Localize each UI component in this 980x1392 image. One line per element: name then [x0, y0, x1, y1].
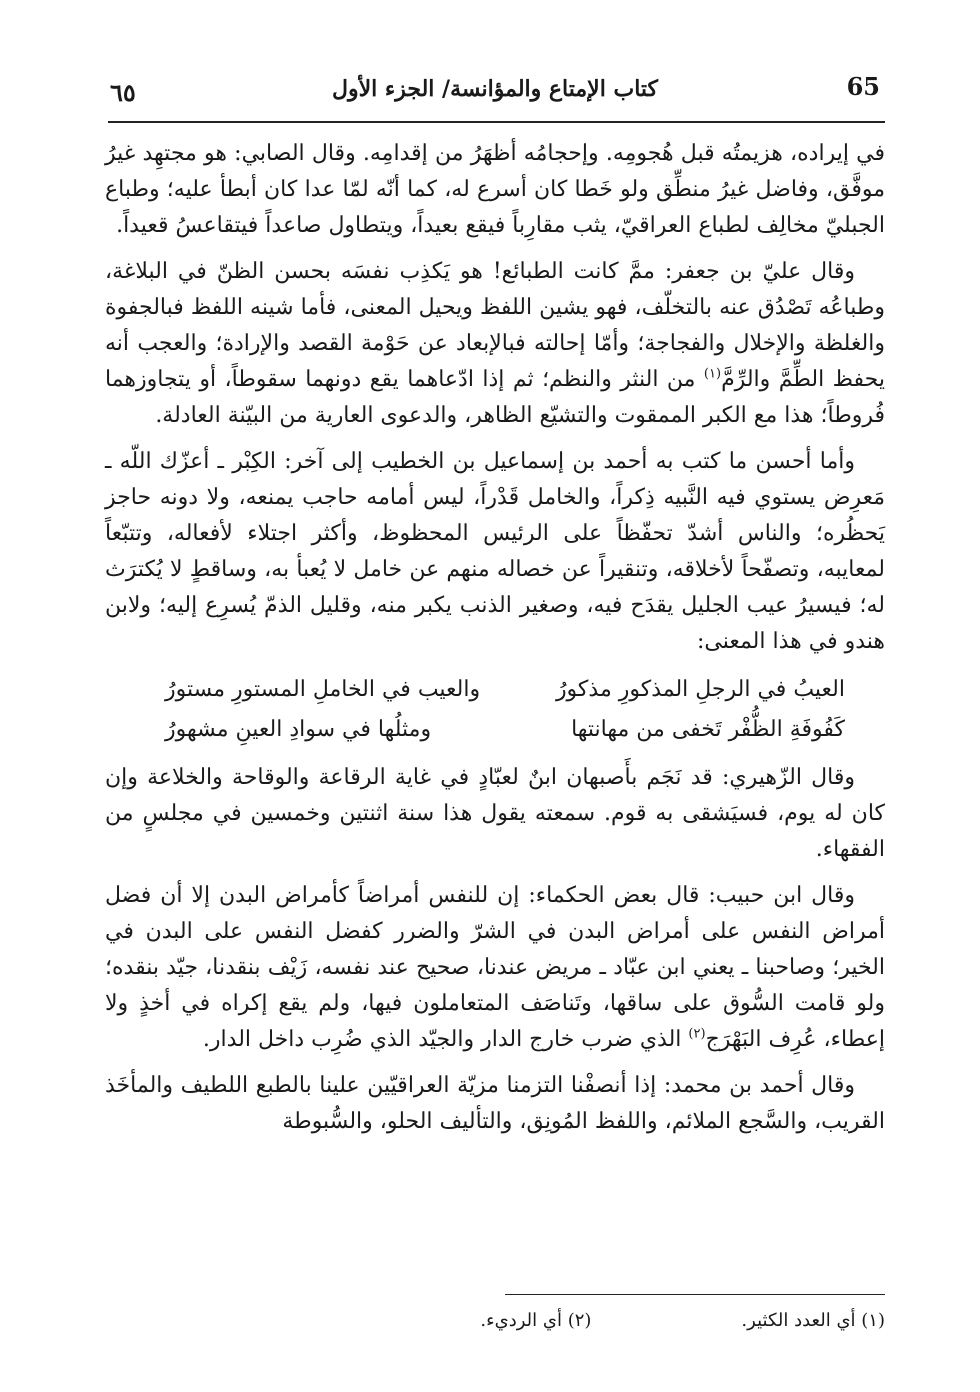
footnote-number: (١) — [861, 1310, 885, 1331]
page-number-latin: 65 — [846, 72, 880, 101]
page-number-arabic: ٦٥ — [110, 78, 136, 107]
paragraph-part: الذي ضرب خارج الدار والجيّد الذي ضُرِب داخل الدار. — [202, 1027, 682, 1052]
paragraph: وقال الزّهيري: قد نَجَم بأَصبهان ابنٌ لعبّادٍ في غاية الرقاعة والوقاحة والخلاعة وإن كان له يوم، فسيَشقى به قوم. سمعته يقول هذا سنة اثنتين وخمسين في مجلسٍ من الفقهاء. — [105, 765, 885, 862]
footnote-rule — [505, 1294, 885, 1295]
running-title: كتاب الإمتاع والمؤانسة/ الجزء الأول — [331, 76, 659, 102]
verse-line — [105, 710, 885, 750]
paragraph — [105, 878, 885, 1058]
verse-hemistich-right: كَفُوفَةِ الظُّفْر تَخفى من مهانتها — [571, 717, 845, 742]
verse-hemistich-right: العيبُ في الرجلِ المذكورِ مذكورُ — [555, 677, 845, 702]
footnote-marker: (٢) — [688, 1026, 706, 1042]
footnotes — [300, 1310, 885, 1331]
body-text — [105, 136, 885, 1150]
paragraph-part: وقال عليّ بن جعفر: ممَّ كانت الطبائع! هو يَكذِب نفسَه بحسن الظنّ في البلاغة، وطباعُه تَصْدُق عنه بالتخلّف، فهو يشين اللفظ ويحيل المعنى، فأما شينه اللفظ فبالجفوة والغلظة والإخلال والفجاجة؛ وأمّا إحالته فبالإبعاد عن حَوْمة القصد والإرادة؛ والعجب أنه يحفظ الطِّمَّ والرِّمَّ — [105, 259, 885, 392]
paragraph-part: وقال ابن حبيب: قال بعض الحكماء: إن للنفس أمراضاً كأمراض البدن إلا أن فضل أمراض النفس على أمراض البدن في الشرّ والضرر كفضل النفس على البدن في الخير؛ وصاحبنا ـ يعني ابن عبّاد ـ مريض عندنا، صحيح عند نفسه، زَيْف بنقدنا، جيّد بنقده؛ ولو قامت السُّوق على ساقها، وتَناصَف المتعاملون فيها، ولم يقع إكراه في أخذٍ ولا إعطاء، عُرِف البَهْرَج — [105, 883, 885, 1052]
verse-hemistich-left: والعيب في الخاملِ المستورِ مستورُ — [165, 677, 481, 702]
footnote-number: (٢) — [567, 1310, 592, 1331]
paragraph: وقال أحمد بن محمد: إذا أنصفْنا التزمنا مزيّة العراقيّين علينا بالطبع اللطيف والمأخَذ القريب، والسَّجع الملائم، واللفظ المُونِق، والتأليف الحلو، والسُّبوطة — [105, 1073, 885, 1134]
paragraph — [105, 254, 885, 434]
footnote-text: أي العدد الكثير. — [741, 1310, 856, 1331]
page-header — [110, 72, 880, 116]
verse-line — [105, 670, 885, 710]
footnote — [480, 1310, 591, 1331]
footnote-text: أي الرديء. — [480, 1310, 562, 1331]
paragraph: في إيراده، هزيمتُه قبل هُجومِه. وإحجامُه أظهَرُ من إقدامِه. وقال الصابي: هو مجتهِد غيرُ موفَّق، وفاضل غيرُ منطِّق ولو خَطا كان أسرع له، كما أنّه لمّا عدا كان أبطأ عليه؛ وطباع الجبليّ مخالِف لطباع العراقيّ، يثب مقارِباً فيقع بعيداً، ويتطاول صاعداً فيتقاعسُ قعيداً. — [105, 141, 885, 238]
verse-hemistich-left: ومثلُها في سوادِ العينِ مشهورُ — [165, 717, 432, 742]
paragraph-part: من النثر والنظم؛ ثم إذا ادّعاهما يقع دونهما سقوطاً، أو يتجاوزهما فُروطاً؛ هذا مع الكبر الممقوت والتشيّع الظاهر، والدعوى العارية من البيّنة العادلة. — [105, 367, 885, 428]
paragraph: وأما أحسن ما كتب به أحمد بن إسماعيل بن الخطيب إلى آخر: الكِبْر ـ أعزّك اللّه ـ مَعرِض يستوي فيه النَّبيه ذِكراً، والخامل قَدْراً، ليس أمامه حاجب يمنعه، ولا دونه حاجز يَحظُره؛ والناس أشدّ تحفّظاً على الرئيس المحظوظ، وأكثر اجتلاء لأفعاله، وتتبّعاً لمعايبه، وتصفّحاً لأخلاقه، وتنقيراً عن خصاله منهم عن خامل لا يُعبأ به، وساقطٍ لا يُكترَث له؛ فيسيرُ عيب الجليل يقدَح فيه، وصغير الذنب يكبر منه، وقليل الذمّ يُسرِع إليه؛ ولابن هندو في هذا المعنى: — [105, 449, 885, 654]
footnote — [741, 1310, 885, 1331]
footnote-marker: (١) — [703, 366, 722, 382]
header-rule — [108, 121, 885, 123]
